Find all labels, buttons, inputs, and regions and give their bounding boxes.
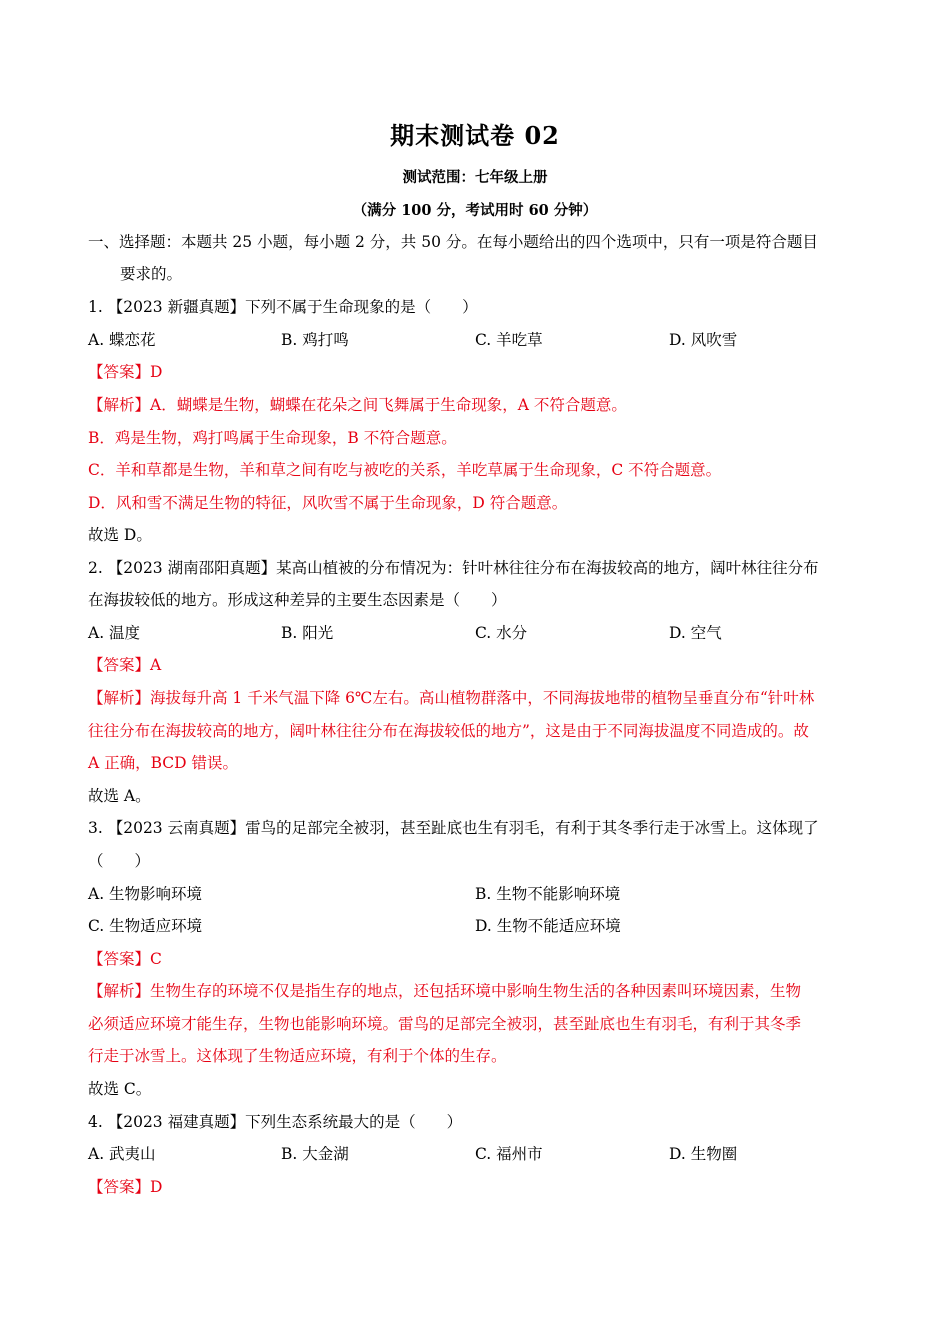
question-2-answer: 【答案】A — [88, 656, 162, 674]
question-2-analysis: 【解析】海拔每升高 1 千米气温下降 6℃左右。高山植物群落中，不同海拔地带的植物呈垂直分布“针叶林 — [88, 689, 815, 707]
page-title: 期末测试卷 02 — [390, 121, 560, 150]
question-3-analysis: 必须适应环境才能生存，生物也能影响环境。雷鸟的足部完全被羽，甚至趾底也生有羽毛，有利于其冬季 — [88, 1015, 802, 1033]
question-2-stem: 2. 【2023 湖南邵阳真题】某高山植被的分布情况为：针叶林往往分布在海拔较高的地方，阔叶林往往分布 — [88, 559, 819, 577]
question-1-analysis: 【解析】A．蝴蝶是生物，蝴蝶在花朵之间飞舞属于生命现象，A 不符合题意。 — [88, 396, 627, 414]
score-time-info: （满分 100 分，考试用时 60 分钟） — [352, 202, 598, 219]
question-3-conclusion: 故选 C。 — [88, 1080, 152, 1098]
question-3-answer: 【答案】C — [88, 950, 162, 968]
question-1-analysis: B．鸡是生物，鸡打鸣属于生命现象，B 不符合题意。 — [88, 429, 457, 447]
question-3-stem: 3. 【2023 云南真题】雷鸟的足部完全被羽，甚至趾底也生有羽毛，有利于其冬季行走于冰雪上。这体现了 — [88, 819, 819, 837]
question-4-option-c: C. 福州市 — [475, 1145, 543, 1163]
question-2-option-d: D. 空气 — [669, 624, 722, 642]
question-2-analysis: 往往分布在海拔较高的地方，阔叶林往往分布在海拔较低的地方”，这是由于不同海拔温度不同造成的。故 — [88, 722, 809, 740]
question-3-option-a: A. 生物影响环境 — [88, 885, 203, 903]
question-3-stem: （ ） — [88, 852, 151, 870]
question-1-conclusion: 故选 D。 — [88, 526, 152, 544]
question-2-conclusion: 故选 A。 — [88, 787, 151, 805]
question-3-analysis: 【解析】生物生存的环境不仅是指生存的地点，还包括环境中影响生物生活的各种因素叫环境因素，生物 — [88, 982, 802, 1000]
question-3-option-d: D. 生物不能适应环境 — [475, 917, 621, 935]
question-1-analysis: C．羊和草都是生物，羊和草之间有吃与被吃的关系，羊吃草属于生命现象，C 不符合题意。 — [88, 461, 722, 479]
question-4-option-b: B. 大金湖 — [281, 1145, 349, 1163]
question-1-option-c: C. 羊吃草 — [475, 331, 543, 349]
question-1-option-d: D. 风吹雪 — [669, 331, 738, 349]
question-1-answer: 【答案】D — [88, 363, 163, 381]
question-4-stem: 4. 【2023 福建真题】下列生态系统最大的是（ ） — [88, 1113, 463, 1131]
question-2-analysis: A 正确，BCD 错误。 — [88, 754, 239, 772]
question-4-option-d: D. 生物圈 — [669, 1145, 738, 1163]
question-3-analysis: 行走于冰雪上。这体现了生物适应环境，有利于个体的生存。 — [88, 1047, 507, 1065]
question-2-option-b: B. 阳光 — [281, 624, 334, 642]
section-heading: 一、选择题：本题共 25 小题，每小题 2 分，共 50 分。在每小题给出的四个选项中，只有一项是符合题目 — [88, 233, 818, 251]
question-2-stem: 在海拔较低的地方。形成这种差异的主要生态因素是（ ） — [88, 591, 507, 609]
question-3-option-c: C. 生物适应环境 — [88, 917, 203, 935]
question-2-option-c: C. 水分 — [475, 624, 528, 642]
question-2-option-a: A. 温度 — [88, 624, 141, 642]
question-4-option-a: A. 武夷山 — [88, 1145, 156, 1163]
question-1-option-b: B. 鸡打鸣 — [281, 331, 349, 349]
test-scope: 测试范围：七年级上册 — [402, 169, 548, 186]
question-4-answer: 【答案】D — [88, 1178, 163, 1196]
question-1-analysis: D．风和雪不满足生物的特征，风吹雪不属于生命现象，D 符合题意。 — [88, 494, 568, 512]
question-1-stem: 1. 【2023 新疆真题】下列不属于生命现象的是（ ） — [88, 298, 478, 316]
question-1-option-a: A. 蝶恋花 — [88, 331, 156, 349]
question-3-option-b: B. 生物不能影响环境 — [475, 885, 621, 903]
section-heading-cont: 要求的。 — [120, 265, 183, 283]
